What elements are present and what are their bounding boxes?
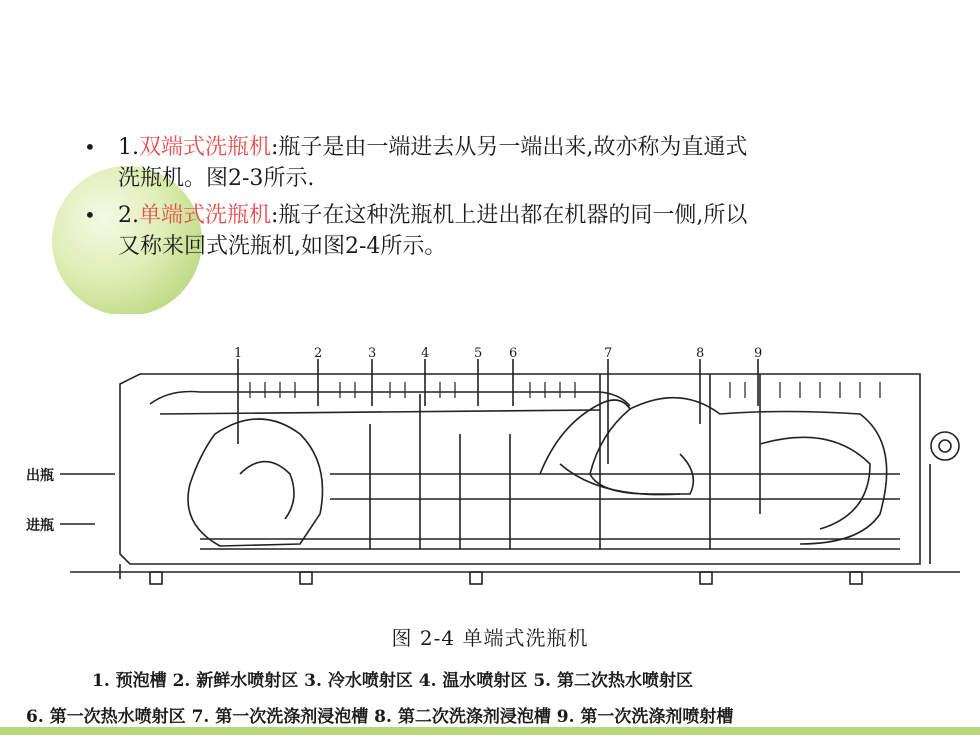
bottle-washer-diagram	[0, 314, 980, 614]
bullet-dot-icon: •	[84, 135, 96, 159]
bullet-dot-icon: •	[84, 203, 96, 227]
bullet-text-cont: 又称来回式洗瓶机,如图2-4所示。	[118, 234, 447, 259]
figure-legend-line-2: 6. 第一次热水喷射区 7. 第一次洗涤剂浸泡槽 8. 第二次洗涤剂浸泡槽 9. 第一次洗涤剂喷射槽	[26, 707, 734, 727]
bullet-text: :瓶子是由一端进去从另一端出来,故亦称为直通式	[271, 135, 748, 160]
bullet-text-cont: 洗瓶机。图2-3所示.	[118, 166, 315, 191]
callout-number-9: 9	[754, 346, 763, 361]
machine-figure	[0, 314, 980, 735]
bullet-list	[84, 132, 924, 268]
callout-number-1: 1	[234, 346, 243, 361]
figure-legend-line-1: 1. 预泡槽 2. 新鲜水喷射区 3. 冷水喷射区 4. 温水喷射区 5. 第二次热水喷射区	[92, 671, 694, 691]
bullet-number: 2.	[118, 203, 139, 228]
bottom-accent-bar	[0, 727, 980, 735]
bullet-highlight: 单端式洗瓶机	[139, 203, 272, 228]
callout-number-8: 8	[696, 346, 705, 361]
inlet-label: 进瓶	[26, 518, 54, 534]
bullet-text: :瓶子在这种洗瓶机上进出都在机器的同一侧,所以	[271, 203, 748, 228]
bullet-highlight: 双端式洗瓶机	[139, 135, 272, 160]
callout-number-3: 3	[368, 346, 377, 361]
figure-caption: 图 2-4 单端式洗瓶机	[391, 626, 589, 650]
outlet-label: 出瓶	[26, 468, 54, 484]
callout-number-2: 2	[314, 346, 323, 361]
callout-number-6: 6	[509, 346, 518, 361]
bullet-number: 1.	[118, 135, 139, 160]
bullet-item-2	[84, 200, 924, 262]
callout-number-7: 7	[604, 346, 613, 361]
bullet-item-1	[84, 132, 924, 194]
callout-number-5: 5	[474, 346, 483, 361]
callout-number-4: 4	[421, 346, 430, 361]
